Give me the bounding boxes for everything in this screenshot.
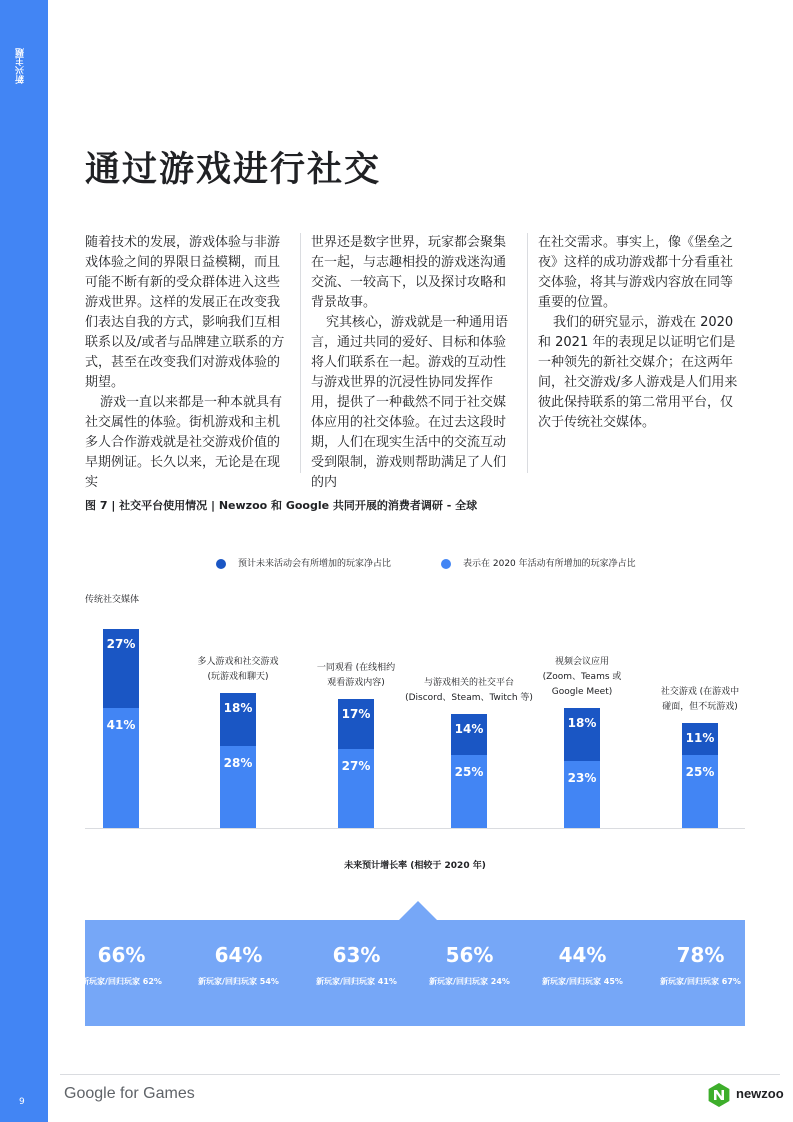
growth-panel [81,920,745,1026]
growth-value: 56% [445,943,494,967]
data-label: 17% [341,707,371,721]
category-label-line: (玩游戏和聊天) [207,672,269,682]
category-label-line: 与游戏相关的社交平台 [423,678,514,688]
legend-label: 预计未来活动会有所增加的玩家净占比 [238,559,392,569]
category-label-line: 一同观看 (在线相约 [316,663,396,673]
growth-label: 未来预计增长率 (相较于 2020 年) [344,861,486,871]
category-label-line: 观看游戏内容) [327,678,385,688]
footer-divider [60,1074,780,1075]
growth-description: 新玩家/回归玩家 67% [660,977,741,986]
column-divider [527,233,528,473]
data-label: 23% [567,771,597,785]
newzoo-wordmark: newzoo [736,1086,784,1101]
growth-description: 新玩家/回归玩家 54% [198,977,279,986]
legend-item-2020 [441,556,636,569]
data-label: 14% [454,722,484,736]
bar-segment-2020 [682,755,718,828]
growth-value: 44% [558,943,607,967]
bar-segment-future [451,714,487,755]
data-label: 28% [223,756,253,770]
growth-stat [186,920,291,989]
side-band [0,0,48,1122]
data-label: 18% [567,716,597,730]
growth-stat [648,920,753,989]
legend-swatch [441,559,451,569]
growth-description: 新玩家/回归玩家 41% [316,977,397,986]
paragraph: 世界还是数字世界，玩家都会聚集在一起，与志趣相投的游戏迷沟通交流、一较高下，以及探讨攻略和背景故事。 [311,235,507,310]
growth-pointer [399,901,437,920]
google-for-games-logo: Google for Games [64,1085,195,1102]
category-label-line: 社交游戏 (在游戏中 [660,687,740,697]
growth-stat [304,920,409,989]
section-tag: 新兴主题 [16,48,26,84]
bar-segment-future [564,708,600,761]
paragraph: 游戏一直以来都是一种本就具有社交属性的体验。街机游戏和主机多人合作游戏就是社交游戏价值的早期例证。长久以来，无论是在现实 [85,395,282,490]
figure-caption: 图 7 | 社交平台使用情况 | Newzoo 和 Google 共同开展的消费者调研 - 全球 [85,499,478,512]
paragraph: 随着技术的发展，游戏体验与非游戏体验之间的界限日益模糊，而且可能不断有新的受众群体进入这些游戏世界。这样的发展正在改变我们表达自我的方式，影响我们互相联系以及/或者与品牌建立联系的方式，甚至在改变我们对游戏体验的期望。 [85,235,285,390]
category-label-line: 视频会议应用 [554,657,609,667]
legend-swatch [216,559,226,569]
bar-segment-2020 [103,708,139,828]
text-column-1 [85,233,291,493]
bar-segment-future [103,629,139,708]
data-label: 11% [685,731,715,745]
data-label: 25% [685,765,715,779]
growth-stat [417,920,522,989]
data-label: 25% [454,765,484,779]
category-label-line: 传统社交媒体 [85,595,140,605]
legend-item-future [216,556,391,569]
category-label-line: (Zoom、Teams 或 [542,672,622,682]
growth-description: 新玩家/回归玩家 24% [429,977,510,986]
growth-description: 新玩家/回归玩家 62% [81,977,162,986]
text-column-2 [311,233,517,493]
category-label [85,593,235,608]
growth-value: 78% [676,943,725,967]
data-label: 27% [106,637,136,651]
data-label: 27% [341,759,371,773]
column-divider [300,233,301,473]
category-label-line: 碰面，但不玩游戏) [662,702,738,712]
bar-segment-2020 [564,761,600,828]
growth-stat [530,920,635,989]
growth-value: 64% [214,943,263,967]
bar-segment-future [338,699,374,749]
chart-baseline [85,828,745,829]
growth-value: 66% [97,943,146,967]
bar-segment-future [682,723,718,755]
page-number: 9 [19,1097,25,1107]
category-label-line: Google Meet) [551,687,613,697]
text-column-3 [538,233,744,433]
paragraph: 究其核心，游戏就是一种通用语言，通过共同的爱好、目标和体验将人们联系在一起。游戏的互动性与游戏世界的沉浸性协同发挥作用，提供了一种截然不同于社交媒体应用的社交体验。在过去这段时期，人们在现实生活中的交流互动受到限制，游戏则帮助满足了人们的内 [311,315,508,490]
bar-segment-2020 [451,755,487,828]
newzoo-icon [707,1083,731,1107]
data-label: 41% [106,718,136,732]
paragraph: 在社交需求。事实上，像《堡垒之夜》这样的成功游戏都十分看重社交体验，将其与游戏内容放在同等重要的位置。 [538,235,734,310]
bar-segment-2020 [338,749,374,828]
growth-stat [69,920,174,989]
bar-segment-future [220,693,256,746]
category-label [625,685,775,715]
page-title: 通过游戏进行社交 [85,150,382,190]
growth-description: 新玩家/回归玩家 45% [542,977,623,986]
legend-label: 表示在 2020 年活动有所增加的玩家净占比 [463,559,636,569]
growth-value: 63% [332,943,381,967]
bar-segment-2020 [220,746,256,828]
category-label-line: (Discord、Steam、Twitch 等) [405,693,533,703]
paragraph: 我们的研究显示，游戏在 2020 和 2021 年的表现足以证明它们是一种领先的新社交媒介；在这两年间，社交游戏/多人游戏是人们用来彼此保持联系的第二常用平台，仅次于传统社交媒体。 [538,315,738,430]
data-label: 18% [223,701,253,715]
category-label-line: 多人游戏和社交游戏 [197,657,279,667]
